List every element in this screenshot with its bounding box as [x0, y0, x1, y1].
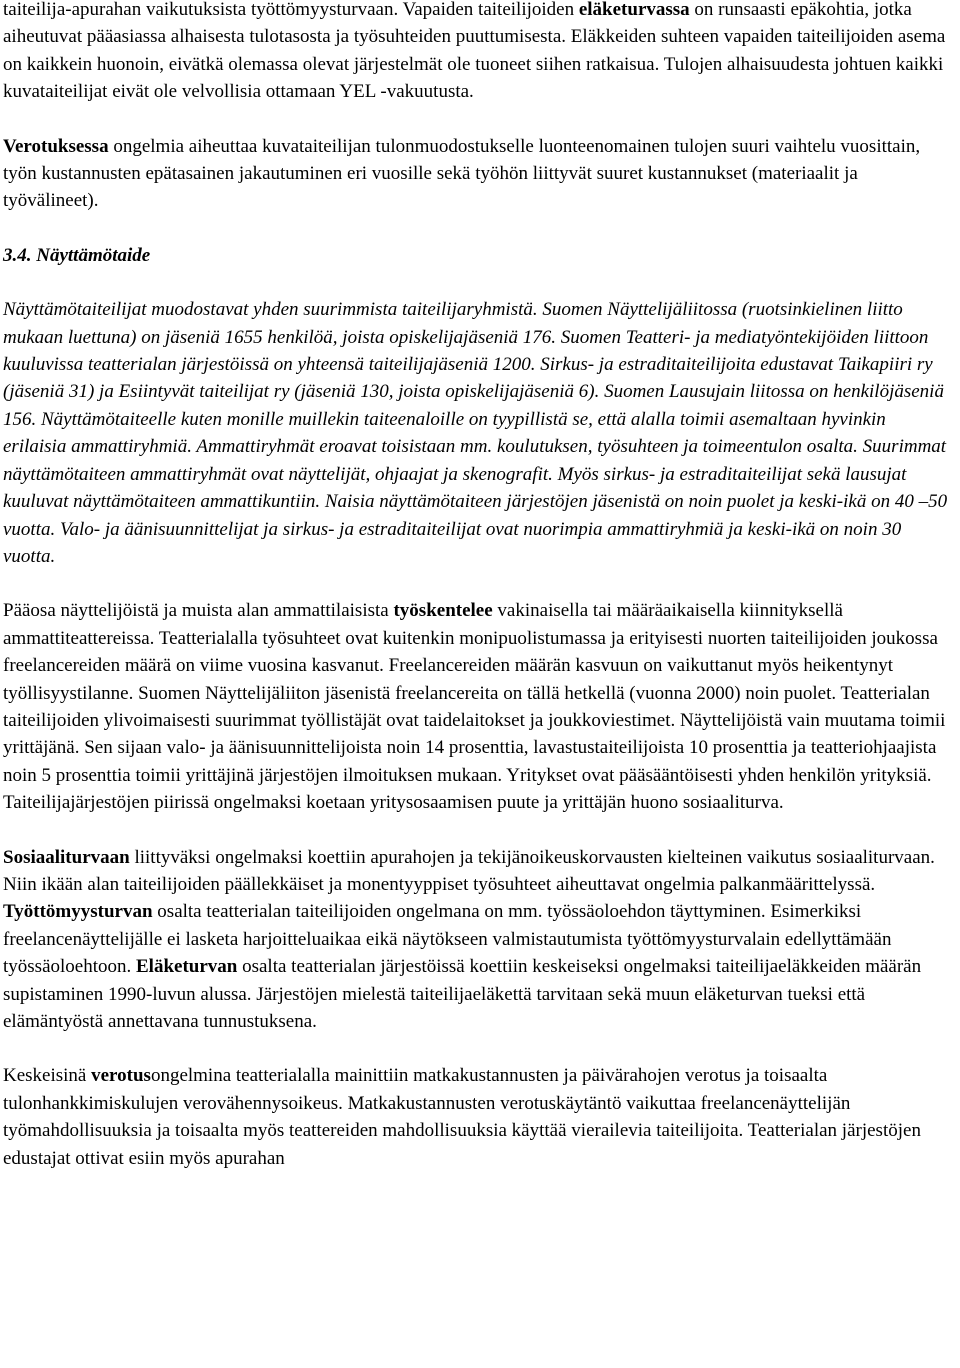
- document-page: [3, 0, 953, 1172]
- text-run: ongelmina teatterialalla mainittiin matkakustannusten ja päivärahojen verotus ja toisaalta tulonhankkimiskulujen verovähennysoikeus. Matkakustannusten verotuskäytäntö vaikuttaa freelancenäyttelijän työmahdollisuuksia ja toisaalta myös teattereiden mahdollisuuksia käyttää vierailevia taiteilijoita. Teatterialan järjestöjen edustajat ottivat esiin myös apurahan: [3, 1065, 921, 1169]
- text-run: on runsaasti epäkohtia, jotka aiheutuvat pääasiassa alhaisesta tulotasosta ja työsuhteiden puuttumisesta. Eläkkeiden suhteen vapaiden taiteilijoiden asema on kaikkein huonoin, eivätkä olemassa olevat järjestelmät ole tuoneet siihen ratkaisua. Tulojen alhaisuudesta johtuen kaikki kuvataiteilijat eivät ole velvollisia ottamaan YEL -vakuutusta.: [3, 0, 946, 103]
- term-verotus: Verotuksessa: [3, 135, 109, 157]
- term-verotus: verotus: [91, 1065, 151, 1087]
- text-run: Keskeisinä: [3, 1065, 92, 1087]
- text-run: vakinaisella tai määräaikaisella kiinnityksellä ammattiteattereissa. Teatterialalla työsuhteet ovat kuitenkin monipuolistumassa ja erityisesti nuorten taiteilijoiden joukossa freelancereiden määrä on viime vuosina kasvanut. Freelancereiden määrän kasvuun on vaikuttanut myös heikentynyt työllisyystilanne. Suomen Näyttelijäliiton jäsenistä freelancereita on tällä hetkellä (vuonna 2000) noin puolet. Teatterialan taiteilijoiden ylivoimaisesti suurimmat työllistäjät ovat taidelaitokset ja joukkoviestimet. Näyttelijöistä vain muutama toimii yrittäjänä. Sen sijaan valo- ja äänisuunnittelijoista noin 14 prosenttia, lavastustaiteilijoista 10 prosenttia ja teatteriohjaajista noin 5 prosenttia toimii yrittäjinä järjestöjen ilmoituksen mukaan. Yritykset ovat pääsääntöisesti yhden henkilön yrityksiä. Taiteilijajärjestöjen piirissä ongelmaksi koetaan yritysosaamisen puute ja yrittäjän huono sosiaaliturva.: [3, 600, 946, 814]
- paragraph-taxation: [3, 133, 953, 215]
- text-run: taiteilija-apurahan vaikutuksista työttömyysturvaan. Vapaiden taiteilijoiden: [3, 0, 579, 20]
- term-elaketurva: Eläketurvan: [136, 956, 238, 978]
- term-tyottomyysturva: Työttömyysturvan: [3, 901, 153, 923]
- text-run: liittyväksi ongelmaksi koettiin apurahojen ja tekijänoikeuskorvausten kielteinen vaikutus sosiaaliturvaan. Niin ikään alan taiteilijoiden päällekkäiset ja monentyyppiset työsuhteet aiheuttavat ongelmia palkanmäärittelyssä.: [3, 846, 935, 895]
- paragraph-social-security: [3, 844, 953, 1036]
- paragraph-employment: [3, 597, 953, 816]
- paragraph-taxation-theatre: [3, 1062, 953, 1172]
- term-tyoskentelee: työskentelee: [393, 600, 493, 622]
- text-run: osalta teatterialan taiteilijoiden ongelmana on mm. työssäoloehdon täyttyminen. Esimerkiksi freelancenäyttelijälle ei lasketa harjoitteluaikaa eikä näytökseen valmistautumista työttömyysturvalain edellyttämään työssäoloehtoon.: [3, 901, 892, 978]
- paragraph-pension-intro: [3, 0, 953, 106]
- term-elaketurva: eläketurvassa: [578, 0, 690, 20]
- text-run: osalta teatterialan järjestöissä koettiin keskeiseksi ongelmaksi taiteilijaeläkkeiden määrän supistaminen 1990-luvun alussa. Järjestöjen mielestä taiteilijaeläkettä tarvitaan sekä muun eläketurvan tueksi että elämäntyöstä annettavana tunnustuksena.: [3, 956, 922, 1032]
- section-heading: 3.4. Näyttämötaide: [3, 244, 151, 266]
- text-run: Pääosa näyttelijöistä ja muista alan ammattilaisista: [3, 600, 394, 622]
- term-sosiaaliturva: Sosiaaliturvaan: [3, 846, 130, 868]
- text-run: ongelmia aiheuttaa kuvataiteilijan tulonmuodostukselle luonteenomainen tulojen suuri vaihtelu vuosittain, työn kustannusten epätasainen jakautuminen eri vuosille sekä työhön liittyvät suuret kustannukset (materiaalit ja työvälineet).: [3, 135, 921, 212]
- paragraph-stage-arts-overview: Näyttämötaiteilijat muodostavat yhden suurimmista taiteilijaryhmistä. Suomen Näyttelijäliitossa (ruotsinkielinen liitto mukaan luettuna) on jäseniä 1655 henkilöä, joista opiskelijajäseniä 176. Suomen Teatteri- ja mediatyöntekijöiden liittoon kuuluvissa teatterialan järjestöissä on yhteensä taiteilijajäseniä 1200. Sirkus- ja estraditaiteilijoita edustavat Taikapiiri ry (jäseniä 31) ja Esiintyvät taiteilijat ry (jäseniä 130, joista opiskelijajäseniä 6). Suomen Lausujain liitossa on henkilöjäseniä 156. Näyttämötaiteelle kuten monille muillekin taiteenaloille on tyypillistä se, että alalla toimii asemaltaan hyvinkin erilaisia ammattiryhmiä. Ammattiryhmät eroavat toisistaan mm. koulutuksen, työsuhteen ja toimeentulon osalta. Suurimmat näyttämötaiteen ammattiryhmät ovat näyttelijät, ohjaajat ja skenografit. Myös sirkus- ja estraditaiteilijat sekä lausujat kuuluvat näyttämötaiteen ammattikuntiin. Naisia näyttämötaiteen järjestöjen jäsenistä on noin puolet ja keski-ikä on 40 –50 vuotta. Valo- ja äänisuunnittelijat ja sirkus- ja estraditaiteilijat ovat nuorimpia ammattiryhmiä ja keski-ikä on noin 30 vuotta.: [3, 299, 948, 567]
